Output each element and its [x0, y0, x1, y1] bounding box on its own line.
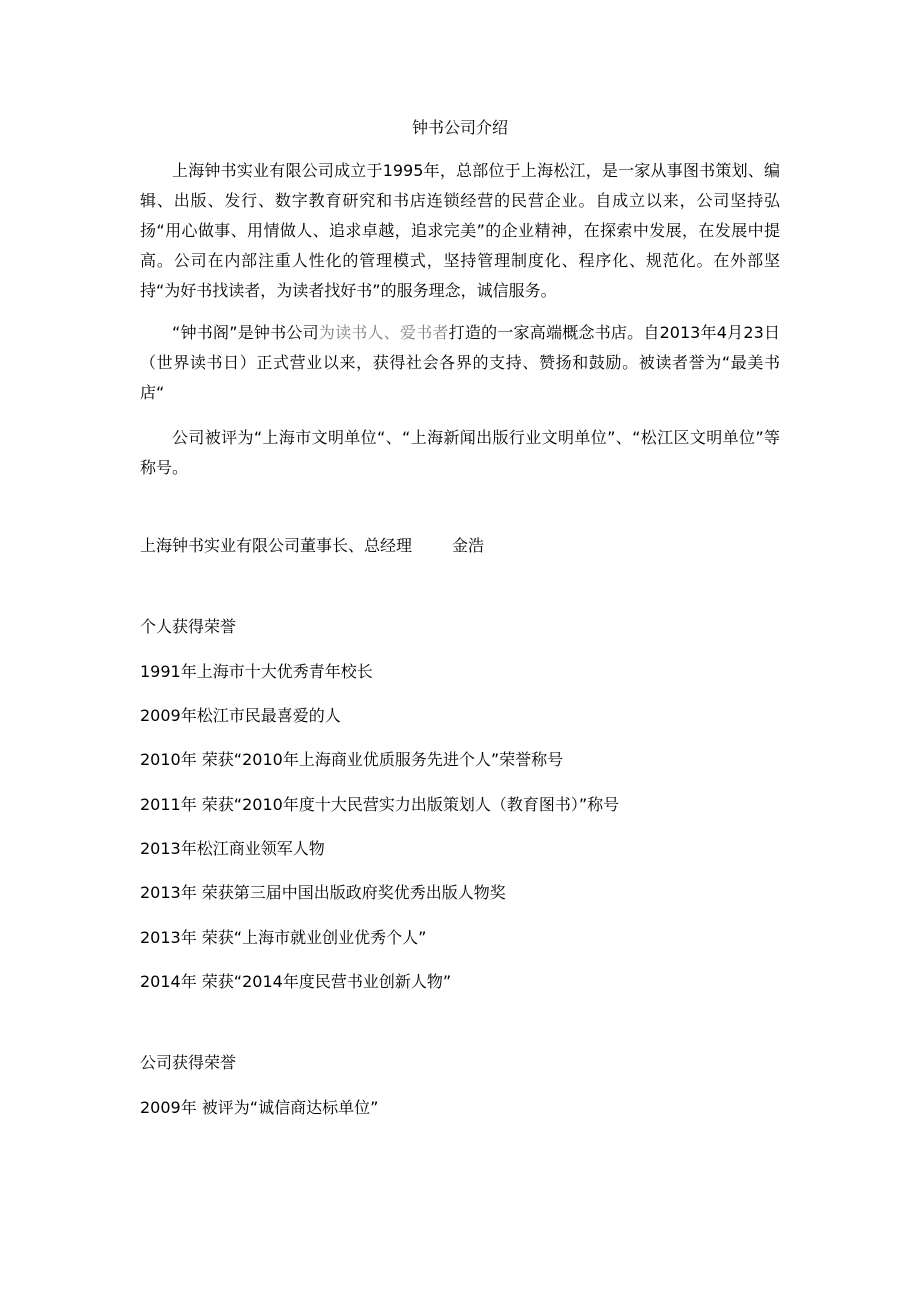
- personal-honor-item: 2009年松江市民最喜爱的人: [140, 706, 341, 725]
- personal-honor-item: 2013年 荣获第三届中国出版政府奖优秀出版人物奖: [140, 883, 506, 902]
- personal-honors-heading: 个人获得荣誉: [140, 617, 237, 636]
- signature-name: 金浩: [452, 536, 485, 555]
- intro-paragraph: 上海钟书实业有限公司成立于1995年，总部位于上海松江，是一家从事图书策划、编辑、出版、发行、数字教育研究和书店连锁经营的民营企业。自成立以来，公司坚持弘扬“用心做事、用情做人、追求卓越，追求完美”的企业精神，在探索中发展，在发展中提高。公司在内部注重人性化的管理模式，坚持管理制度化、程序化、规范化。在外部坚持“为好书找读者，为读者找好书”的服务理念，诚信服务。: [140, 161, 780, 300]
- company-honors-heading: 公司获得荣誉: [140, 1053, 237, 1072]
- personal-honor-item: 2013年松江商业领军人物: [140, 839, 325, 858]
- signature-line: [140, 534, 484, 558]
- store-paragraph-text: “钟书阁”是钟书公司: [172, 323, 319, 342]
- personal-honor-item: 1991年上海市十大优秀青年校长: [140, 662, 373, 681]
- document-title: 钟书公司介绍: [411, 118, 508, 137]
- personal-honor-item: 2010年 荣获“2010年上海商业优质服务先进个人”荣誉称号: [140, 750, 564, 769]
- personal-honor-item: 2011年 荣获“2010年度十大民营实力出版策划人（教育图书）”称号: [140, 795, 620, 814]
- personal-honor-item: 2014年 荣获“2014年度民营书业创新人物”: [140, 972, 452, 991]
- store-paragraph-highlight: 为读书人、爱书者: [318, 323, 449, 342]
- store-paragraph-text-rest: 打造的一家高端概念书店。自2013年4月23日（世界读书日）正式营业以来，获得社会各界的支持、赞扬和鼓励。被读者誉为“最美书店“: [140, 323, 780, 402]
- personal-honor-item: 2013年 荣获“上海市就业创业优秀个人”: [140, 928, 427, 947]
- company-honor-item: 2009年 被评为“诚信商达标单位”: [140, 1098, 379, 1117]
- company-awards-paragraph: 公司被评为“上海市文明单位“、“上海新闻出版行业文明单位”、“松江区文明单位”等称号。: [140, 428, 780, 477]
- store-paragraph: [140, 318, 780, 408]
- signature-position: 上海钟书实业有限公司董事长、总经理: [140, 536, 413, 555]
